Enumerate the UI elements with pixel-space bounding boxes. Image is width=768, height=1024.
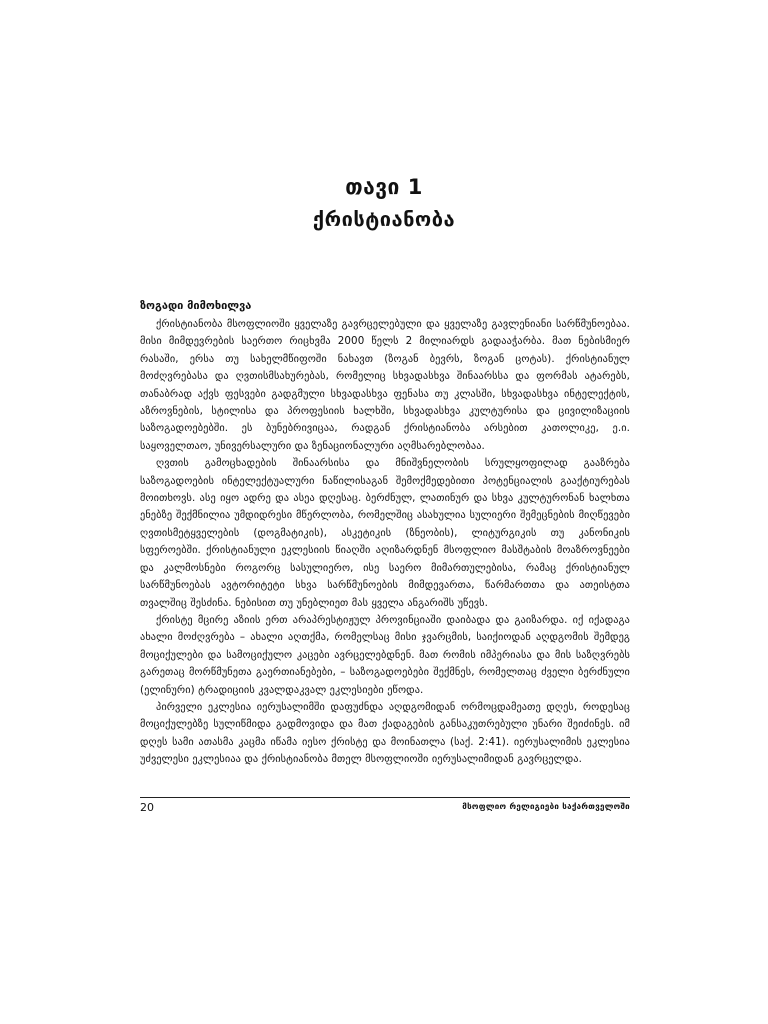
- page-footer: [140, 797, 630, 817]
- running-footer-title: მსოფლიო რელიგიები საქართველოში: [462, 802, 630, 811]
- paragraph: ქრისტე მცირე აზიის ერთ არაპრესტიჟულ პროვინციაში დაიბადა და გაიზარდა. იქ იქადაგა ახალი მოძღვრება – ახალი აღთქმა, რომელსაც მისი ჯვარცმის, საიქიოდან აღდგომის შემდეგ მოციქულები და სამოციქულო კაცები ავრცელებდნენ. მათ რომის იმპერიასა და მის საზღვრებს გარეთაც მორწმუნეთა გაერთიანებები, – საზოგადოებები შექმნეს, რომელთაც ძველი ბერძნული (ელინური) ტრადიციის კვალდაკვალ ეკლესიები ეწოდა.: [140, 613, 630, 696]
- body-text: [140, 298, 630, 769]
- section-heading: ზოგადი მიმოხილვა: [140, 299, 252, 312]
- page-number: 20: [140, 801, 154, 814]
- chapter-heading: [0, 174, 768, 232]
- paragraph: ღვთის გამოცხადების შინაარსისა და მნიშვნელობის სრულყოფილად გააზრება საზოგადოების ინტელექტუალური ნაწილისაგან შემოქმედებითი პოტენციალის გააქტიურებას მოითხოვს. ასე იყო ადრე და ასეა დღესაც. ბერძნულ, ლათინურ და სხვა კულტურონან ხალხთა ენებზე შექმნილია უმდიდრესი მწერლობა, რომელშიც ასახულია სულიერი შემეცნების მიღწევები ღვთისმეტყველების (დოგმატიკის), ასკეტიკის (ზნეობის), ლიტურგიკის თუ კანონიკის სფეროებში. ქრისტიანული ეკლესიის წიაღში აღიზარდნენ მსოფლიო მასშტაბის მოაზროვნეები და კალმოსნები როგორც სასულიერო, ისე საერო მიმართულებისა, რამაც ქრისტიანულ სარწმუნოებას ავტორიტეტი სხვა სარწმუნოების მიმდევართა, წარმართთა და ათეისტთა თვალშიც შესძინა. ნებისით თუ უნებლიეთ მას ყველა ანგარიშს უწევს.: [140, 457, 630, 609]
- chapter-title: ქრისტიანობა: [312, 207, 456, 231]
- paragraph: ქრისტიანობა მსოფლიოში ყველაზე გავრცელებული და ყველაზე გავლენიანი სარწმუნოებაა. მისი მიმდევრების საერთო რიცხვმა 2000 წელს 2 მილიარდს გადააჭარბა. მათ ნებისმიერ რასაში, ერსა თუ სახელმწიფოში ნახავთ (ზოგან ბევრს, ზოგან ცოტას). ქრისტიანულ მოძღვრებასა და ღვთისმსახურებას, რომელიც სხვადასხვა შინაარსსა და ფორმას ატარებს, თანაბრად აქვს ფესვები გადგმული სხვადასხვა ფენასა თუ კლასში, სხვადასხვა ინტელექტის, აზროვნების, სტილისა და პროფესიის ხალხში, სხვადასხვა კულტურისა და ცივილიზაციის საზოგადოებებში. ეს ბუნებრივიცაა, რადგან ქრისტიანობა არსებით კათოლიკე, ე.ი. საყოველთაო, უნივერსალური და ზენაციონალური აღმსარებლობაა.: [140, 318, 630, 452]
- paragraph: პირველი ეკლესია იერუსალიმში დაფუძნდა აღდგომიდან ორმოცდამეათე დღეს, როდესაც მოციქულებზე სულიწმიდა გადმოვიდა და მათ ქადაგების განსაკუთრებული უნარი შეიძინეს. იმ დღეს სამი ათასმა კაცმა იწამა იესო ქრისტე და მოინათლა (საქ. 2:41). იერუსალიმის ეკლესია უძველესი ეკლესიაა და ქრისტიანობა მთელ მსოფლიოში იერუსალიმიდან გავრცელდა.: [140, 700, 630, 766]
- chapter-number: თავი 1: [345, 175, 423, 199]
